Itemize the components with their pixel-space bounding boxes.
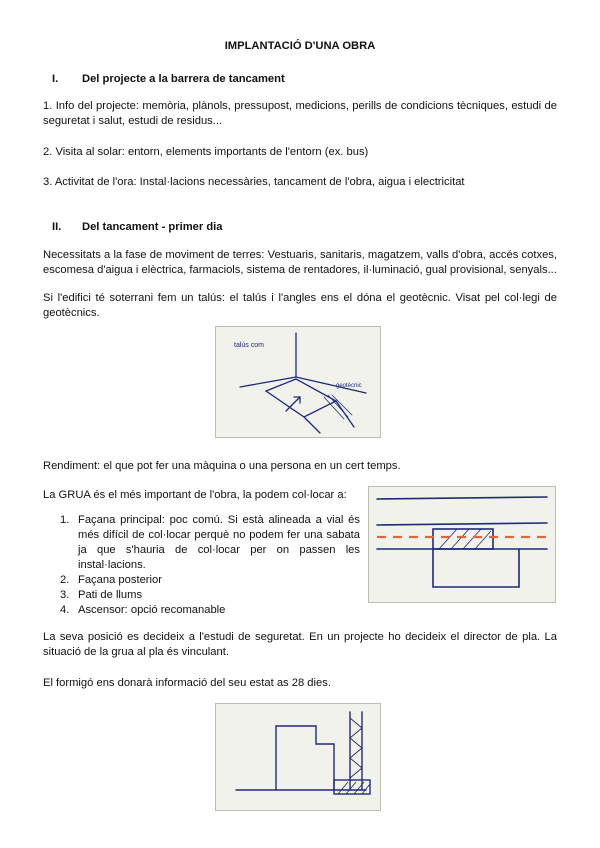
paragraph-concrete: El formigó ens donarà informació del seu estat as 28 dies. (43, 677, 331, 689)
sketch-label-slope: talús com (234, 342, 264, 349)
list-item: 2. Façana posterior (60, 574, 162, 586)
paragraph-crane-intro: La GRUA és el més important de l'obra, la podem col·locar a: (43, 489, 347, 501)
paragraph-earthworks-needs: Necessitats a la fase de moviment de terres: Vestuaris, sanitaris, magatzem, valls d'obra, accés cotxes, escomesa d'aigua i elèctrica, farmaciols, sistema de rentadores, il·luminació, gual provisional, senyals... (43, 249, 557, 276)
section-1-number: I. (52, 73, 59, 85)
sketch-road-line-mid (377, 523, 547, 525)
sketch-slope-edge-lower (304, 417, 320, 433)
slope-sketch (215, 326, 381, 438)
paragraph-slope: Si l'edifici té soterrani fem un talús: el talús i l'angles ens el dóna el geotècnic. Visat pel col·legi de geotècnics. (43, 292, 557, 319)
paragraph-performance: Rendiment: el que pot fer una màquina o una persona en un cert temps. (43, 460, 401, 472)
paragraph-site-visit: 2. Visita al solar: entorn, elements importants de l'entorn (ex. bus) (43, 146, 369, 158)
list-item: 1. Façana principal: poc comú. Si està alineada a vial és més difícil de col·locar perquè no podem fer una sabata ja que s'hauria de col·locar per on passen les instal·lacions. (60, 514, 360, 571)
sketch-slope-plane (266, 379, 336, 417)
crane-elevation-drawing (216, 704, 380, 810)
section-1-title: Del projecte a la barrera de tancament (82, 73, 285, 85)
crane-location-list (56, 513, 360, 618)
paragraph-crane-position: La seva posició es decideix a l'estudi de seguretat. En un projecte ho decideix el director de pla. La situació de la grua al pla és vinculant. (43, 631, 557, 658)
section-2-title: Del tancament - primer dia (82, 221, 223, 233)
section-2-heading (52, 221, 223, 233)
page-title: IMPLANTACIÓ D'UNA OBRA (224, 40, 376, 52)
paragraph-activity: 3. Activitat de l'ora: Instal·lacions necessàries, tancament de l'obra, aigua i electricitat (43, 176, 465, 188)
crane-plan-sketch (368, 486, 556, 603)
paragraph-project-info: 1. Info del projecte: memòria, plànols, pressupost, medicions, perills de condicions tècniques, estudi de seguretat i salut, estudi de residus... (43, 100, 557, 127)
sketch-building-elevation (276, 726, 334, 790)
list-item: 4. Ascensor: opció recomanable (60, 604, 226, 616)
sketch-label-geotech: geotècnic (336, 383, 362, 389)
list-item: 3. Pati de llums (60, 589, 143, 601)
crane-plan-drawing (369, 487, 555, 602)
slope-sketch-drawing (216, 327, 380, 437)
section-2-number: II. (52, 221, 62, 233)
crane-elevation-sketch (215, 703, 381, 811)
sketch-building-outline (433, 549, 519, 587)
sketch-road-line-top (377, 497, 547, 499)
section-1-heading (52, 73, 285, 85)
